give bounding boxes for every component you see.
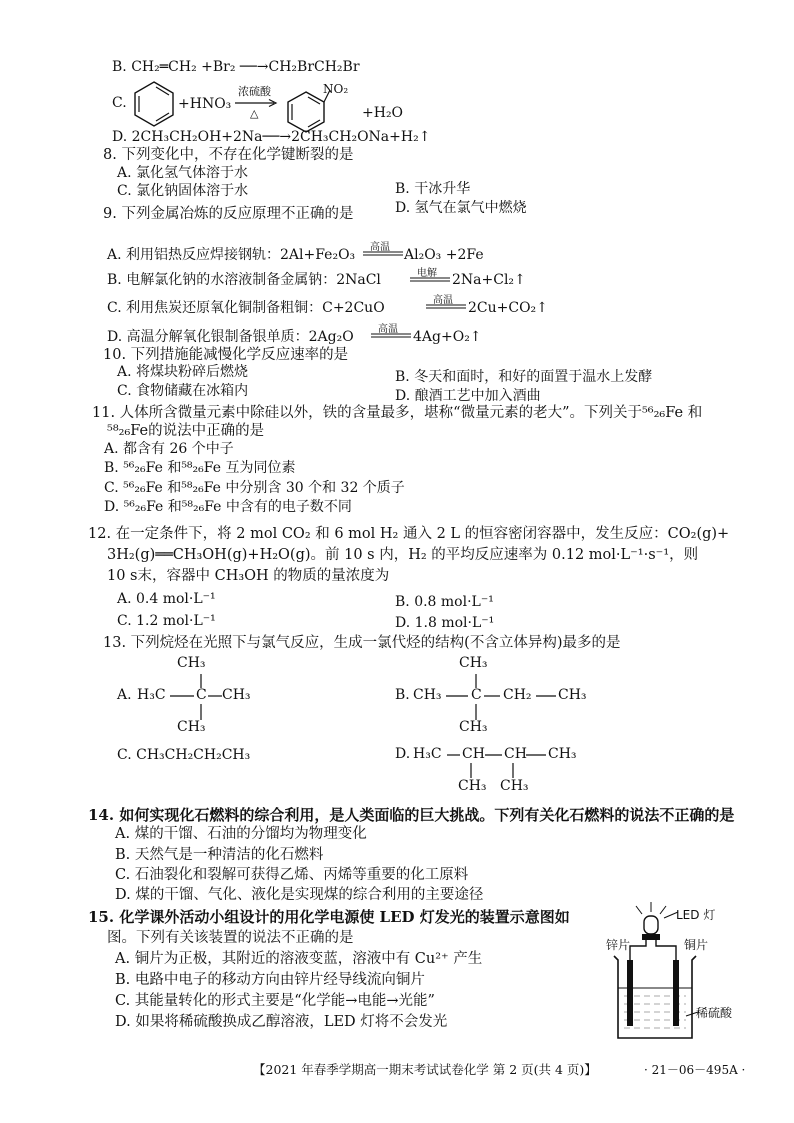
q13-option-d-ch2: CH — [504, 746, 527, 762]
fig-acid-label: 稀硫酸 — [696, 1006, 733, 1020]
q13-option-a-right: CH₃ — [222, 687, 251, 703]
fig-zinc-label: 锌片 — [606, 938, 631, 952]
q12-stem-line2: 3H₂(g)══CH₃OH(g)+H₂O(g)。前 10 s 内，H₂ 的平均反应速率为 0.12 mol·L⁻¹·s⁻¹，则 — [107, 547, 699, 563]
q9-option-a-cond: 高温 — [370, 242, 390, 253]
q12-option-d: D. 1.8 mol·L⁻¹ — [395, 615, 495, 631]
q9-c-equals-sign — [426, 304, 466, 310]
q7-option-c-no2: NO₂ — [323, 82, 349, 96]
q15-stem-line2: 图。下列有关该装置的说法不正确的是 — [107, 930, 354, 946]
led-battery-apparatus-figure — [600, 898, 750, 1048]
q15-stem-line1: 15. 化学课外活动小组设计的用化学电源使 LED 灯发光的装置示意图如 — [88, 908, 570, 926]
q14-option-b: B. 天然气是一种清洁的化石燃料 — [115, 847, 324, 863]
q11-option-b: B. ⁵⁶₂₆Fe 和⁵⁸₂₆Fe 互为同位素 — [104, 460, 296, 476]
q13-option-a-label: A. — [117, 687, 132, 703]
q10-stem: 10. 下列措施能减慢化学反应速率的是 — [103, 347, 349, 363]
q13-option-d-left: H₃C — [413, 746, 442, 762]
q13-stem: 13. 下列烷烃在光照下与氯气反应，生成一氯代烃的结构(不含立体异构)最多的是 — [103, 635, 621, 651]
q8-option-c: C. 氯化钠固体溶于水 — [117, 183, 249, 199]
q13-option-b-label: B. — [395, 687, 410, 703]
q9-option-c-right: 2Cu+CO₂↑ — [468, 300, 548, 316]
q10-option-c: C. 食物储藏在冰箱内 — [117, 383, 249, 399]
benzene-ring-icon — [128, 78, 180, 130]
q10-option-b: B. 冬天和面时，和好的面置于温水上发酵 — [395, 369, 653, 385]
q7-option-c-catalyst: 浓硫酸 — [238, 85, 271, 98]
q13-d-bonds — [440, 745, 560, 785]
q9-option-d-right: 4Ag+O₂↑ — [413, 329, 482, 345]
q13-option-a-center: C — [196, 687, 207, 703]
q15-option-d: D. 如果将稀硫酸换成乙醇溶液，LED 灯将不会发光 — [115, 1014, 448, 1030]
q8-option-b: B. 干冰升华 — [395, 181, 471, 197]
q13-option-d-label: D. — [395, 746, 411, 762]
q11-option-a: A. 都含有 26 个中子 — [104, 441, 234, 457]
q13-option-a-top: CH₃ — [177, 655, 206, 671]
q7-option-c-reagent: +HNO₃ — [178, 96, 232, 112]
q13-option-b-right: CH₃ — [558, 687, 587, 703]
q9-option-b-left: B. 电解氯化钠的水溶液制备金属钠：2NaCl — [107, 272, 381, 288]
q13-b-bonds — [440, 670, 564, 724]
page-code: · 21－06－495A · — [644, 1063, 746, 1077]
q15-option-a: A. 铜片为正极，其附近的溶液变蓝，溶液中有 Cu²⁺ 产生 — [115, 951, 483, 967]
q13-option-c: C. CH₃CH₂CH₂CH₃ — [117, 747, 251, 763]
q14-option-c: C. 石油裂化和裂解可获得乙烯、丙烯等重要的化工原料 — [115, 867, 469, 883]
q10-option-d: D. 酿酒工艺中加入酒曲 — [395, 388, 541, 404]
q15-option-b: B. 电路中电子的移动方向由锌片经导线流向铜片 — [115, 972, 425, 988]
q11-stem-line1: 11. 人体所含微量元素中除硅以外，铁的含量最多，堪称“微量元素的老大”。下列关于⁵⁶₂₆Fe 和 — [92, 405, 703, 421]
q9-option-d-left: D. 高温分解氧化银制备银单质：2Ag₂O — [107, 329, 354, 345]
q14-option-d: D. 煤的干馏、气化、液化是实现煤的综合利用的主要途径 — [115, 887, 484, 903]
q9-option-b-cond: 电解 — [417, 268, 437, 279]
q9-b-equals-sign — [410, 277, 450, 283]
q11-option-c: C. ⁵⁶₂₆Fe 和⁵⁸₂₆Fe 中分别含 30 个和 32 个质子 — [104, 480, 405, 496]
q12-option-b: B. 0.8 mol·L⁻¹ — [395, 594, 494, 610]
q8-stem: 8. 下列变化中，不存在化学键断裂的是 — [103, 147, 354, 163]
q9-option-c-cond: 高温 — [433, 295, 453, 306]
q9-stem: 9. 下列金属冶炼的反应原理不正确的是 — [103, 206, 354, 222]
q12-stem-line3: 10 s末，容器中 CH₃OH 的物质的量浓度为 — [107, 568, 390, 584]
q8-option-a: A. 氯化氢气体溶于水 — [117, 165, 249, 181]
q7-option-c-label: C. — [112, 95, 127, 111]
fig-copper-label: 铜片 — [684, 938, 709, 952]
q13-option-b-bottom: CH₃ — [459, 719, 488, 735]
q13-option-d-bottom2: CH₃ — [500, 778, 529, 794]
q9-option-a-right: Al₂O₃ +2Fe — [404, 247, 484, 263]
q13-option-d-bottom1: CH₃ — [458, 778, 487, 794]
q7-option-b: B. CH₂═CH₂ +Br₂ ──→CH₂BrCH₂Br — [112, 59, 360, 75]
q15-option-c: C. 其能量转化的形式主要是“化学能→电能→光能” — [115, 993, 435, 1009]
q13-option-b-left: CH₃ — [413, 687, 442, 703]
page-footer: 【2021 年春季学期高一期末考试试卷化学 第 2 页(共 4 页)】 — [253, 1062, 597, 1077]
q12-option-c: C. 1.2 mol·L⁻¹ — [117, 613, 216, 629]
q14-option-a: A. 煤的干馏、石油的分馏均为物理变化 — [115, 826, 367, 842]
q13-option-b-center: C — [471, 687, 482, 703]
q13-a-bonds — [160, 670, 230, 724]
q9-a-equals-sign — [363, 251, 403, 257]
q9-option-a-left: A. 利用铝热反应焊接钢轨：2Al+Fe₂O₃ — [107, 247, 356, 263]
q13-option-b-mid: CH₂ — [503, 687, 532, 703]
q9-option-b-right: 2Na+Cl₂↑ — [452, 272, 526, 288]
q9-option-c-left: C. 利用焦炭还原氧化铜制备粗铜：C+2CuO — [107, 300, 385, 316]
q11-option-d: D. ⁵⁶₂₆Fe 和⁵⁸₂₆Fe 中含有的电子数不同 — [104, 499, 352, 515]
q12-stem-line1: 12. 在一定条件下，将 2 mol CO₂ 和 6 mol H₂ 通入 2 L 的恒容密闭容器中，发生反应：CO₂(g)+ — [88, 526, 730, 542]
q11-stem-line2: ⁵⁸₂₆Fe的说法中正确的是 — [107, 423, 265, 439]
q13-option-a-left: H₃C — [137, 687, 166, 703]
q10-option-a: A. 将煤块粉碎后燃烧 — [117, 364, 249, 380]
q7-option-c-heat: △ — [250, 107, 259, 120]
q7-option-c-water: +H₂O — [362, 105, 404, 121]
q9-option-d-cond: 高温 — [378, 324, 398, 335]
q8-option-d: D. 氢气在氯气中燃烧 — [395, 200, 527, 216]
q13-option-b-top: CH₃ — [459, 655, 488, 671]
q9-d-equals-sign — [371, 333, 411, 339]
q12-option-a: A. 0.4 mol·L⁻¹ — [117, 591, 216, 607]
fig-led-label: LED 灯 — [676, 908, 716, 922]
q7-option-d: D. 2CH₃CH₂OH+2Na──→2CH₃CH₂ONa+H₂↑ — [112, 129, 431, 145]
q13-option-a-bottom: CH₃ — [177, 719, 206, 735]
q13-option-d-right: CH₃ — [548, 746, 577, 762]
q14-stem: 14. 如何实现化石燃料的综合利用，是人类面临的巨大挑战。下列有关化石燃料的说法不正确的是 — [88, 806, 735, 824]
q13-option-d-ch1: CH — [462, 746, 485, 762]
